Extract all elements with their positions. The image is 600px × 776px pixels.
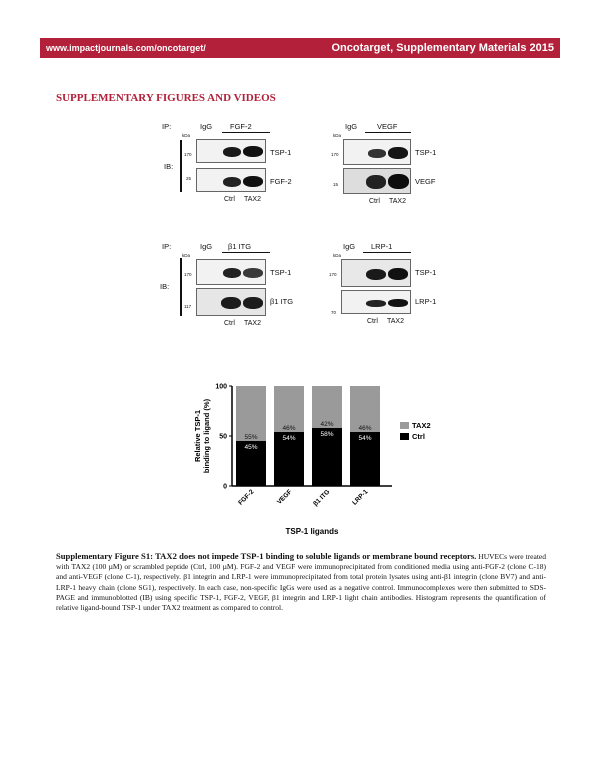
ip-label: IP:: [162, 122, 172, 131]
y-tick-label: 50: [219, 433, 227, 441]
row-label-2: β1 ITG: [270, 297, 294, 306]
data-label-ctrl-2: 58%: [320, 431, 334, 438]
data-label-ctrl-0: 45%: [244, 444, 258, 451]
ib-bracket: [180, 258, 182, 316]
blot-strip-tsp1: [196, 139, 266, 163]
blot-strip-tsp1: [196, 259, 266, 285]
row-label-2: VEGF: [415, 177, 436, 186]
mw-marker-1: 170: [329, 272, 337, 277]
ib-label: IB:: [160, 282, 170, 291]
section-title: SUPPLEMENTARY FIGURES AND VIDEOS: [56, 92, 276, 104]
data-label-ctrl-3: 54%: [358, 435, 372, 442]
stacked-bar-chart: [180, 378, 450, 543]
y-axis-label-line1: Relative TSP-1: [193, 409, 202, 463]
data-label-tax2-1: 46%: [282, 425, 296, 432]
row-label-1: TSP-1: [270, 148, 292, 157]
lane-label-ctrl: Ctrl: [367, 318, 378, 325]
kda-label: kDa: [182, 133, 191, 138]
blot-strip-ligand: [341, 290, 411, 314]
ib-bracket: [180, 140, 182, 192]
kda-label: kDa: [333, 133, 342, 138]
ip-label: IP:: [162, 242, 172, 251]
figure-caption: [56, 551, 546, 613]
journal-url[interactable]: www.impactjournals.com/oncotarget/: [46, 43, 206, 53]
ib-label: IB:: [164, 162, 174, 171]
ip-target-label: LRP-1: [371, 242, 393, 251]
row-label-1: TSP-1: [415, 148, 437, 157]
y-tick-label: 0: [223, 483, 227, 491]
mw-marker-1: 170: [184, 152, 192, 157]
bar-tax2-0: [236, 386, 266, 441]
x-tick-label-3: LRP-1: [351, 488, 370, 507]
igg-label: IgG: [200, 122, 213, 131]
ip-underline: [365, 132, 411, 133]
igg-label: IgG: [345, 122, 358, 131]
lane-label-tax2: TAX2: [387, 318, 404, 325]
row-label-1: TSP-1: [270, 268, 292, 277]
x-tick-label-0: FGF-2: [237, 488, 256, 507]
blot-panel-fgf2: [150, 118, 310, 218]
journal-header-bar: [40, 38, 560, 58]
lane-label-tax2: TAX2: [244, 320, 261, 327]
legend-label-ctrl: Ctrl: [412, 432, 425, 441]
journal-title: Oncotarget, Supplementary Materials 2015: [331, 42, 554, 54]
ip-target-label: β1 ITG: [228, 242, 252, 251]
lane-label-ctrl: Ctrl: [224, 196, 235, 203]
igg-label: IgG: [200, 242, 213, 251]
ip-target-label: FGF-2: [230, 122, 252, 131]
row-label-2: FGF-2: [270, 177, 292, 186]
row-label-1: TSP-1: [415, 268, 437, 277]
blot-panel-b1itg: [150, 238, 310, 338]
lane-label-tax2: TAX2: [244, 196, 261, 203]
data-label-tax2-0: 55%: [244, 434, 258, 441]
mw-marker-1: 170: [184, 272, 192, 277]
ip-underline: [222, 132, 270, 133]
x-axis-label: TSP-1 ligands: [285, 527, 339, 536]
data-label-tax2-3: 46%: [358, 425, 372, 432]
blot-panel-vegf: [325, 118, 455, 218]
blot-strip-tsp1: [341, 259, 411, 287]
data-label-ctrl-1: 54%: [282, 435, 296, 442]
legend-swatch-ctrl: [400, 433, 409, 440]
mw-marker-2: 117: [184, 304, 192, 309]
caption-body: HUVECs were treated with TAX2 (100 µM) or scrambled peptide (Ctrl, 100 µM). FGF-2 and VEGF were immunoprecipitated from conditioned media using anti-FGF-2 (clone C-18) and anti-VEGF (clone C-1), respectively. β1 integrin and LRP-1 were immunoprecipitated from total protein lysates using anti-β1 integrin (clone BV7) and anti-LRP-1 heavy chain (clone SG1), respectively. In each case, non-specific IgGs were used as a negative control. Immunocomplexes were then submitted to SDS-PAGE and immunoblotted (IB) using specific TSP-1, FGF-2, VEGF, β1 integrin and LRP-1 light chain antibodies. Histogram represents the quantification of relative ligand-bound TSP-1 under TAX2 treatment as compared to control.: [56, 552, 546, 613]
kda-label: kDa: [333, 253, 342, 258]
lane-label-ctrl: Ctrl: [369, 198, 380, 205]
blot-panel-lrp1: [325, 238, 455, 338]
y-axis-label-line2: binding to ligand (%): [202, 398, 211, 474]
data-label-tax2-2: 42%: [320, 421, 334, 428]
x-tick-label-2: β1 ITG: [312, 488, 332, 508]
mw-marker-2: 15: [333, 182, 339, 187]
row-label-2: LRP-1: [415, 297, 437, 306]
blot-strip-ligand: [196, 288, 266, 316]
ip-underline: [222, 252, 270, 253]
blot-strip-ligand: [196, 168, 266, 192]
mw-marker-1: 170: [331, 152, 339, 157]
ip-target-label: VEGF: [377, 122, 398, 131]
caption-title: Supplementary Figure S1: TAX2 does not impede TSP-1 binding to soluble ligands or membrane bound receptors.: [56, 551, 477, 561]
ip-underline: [363, 252, 411, 253]
igg-label: IgG: [343, 242, 356, 251]
x-tick-label-1: VEGF: [275, 488, 294, 506]
mw-marker-2: 25: [186, 176, 192, 181]
blot-strip-ligand: [343, 168, 411, 194]
lane-label-ctrl: Ctrl: [224, 320, 235, 327]
blot-strip-tsp1: [343, 139, 411, 165]
legend-label-tax2: TAX2: [412, 421, 431, 430]
mw-marker-2: 70: [331, 310, 337, 315]
lane-label-tax2: TAX2: [389, 198, 406, 205]
kda-label: kDa: [182, 253, 191, 258]
y-tick-label: 100: [215, 383, 227, 391]
legend-swatch-tax2: [400, 422, 409, 429]
